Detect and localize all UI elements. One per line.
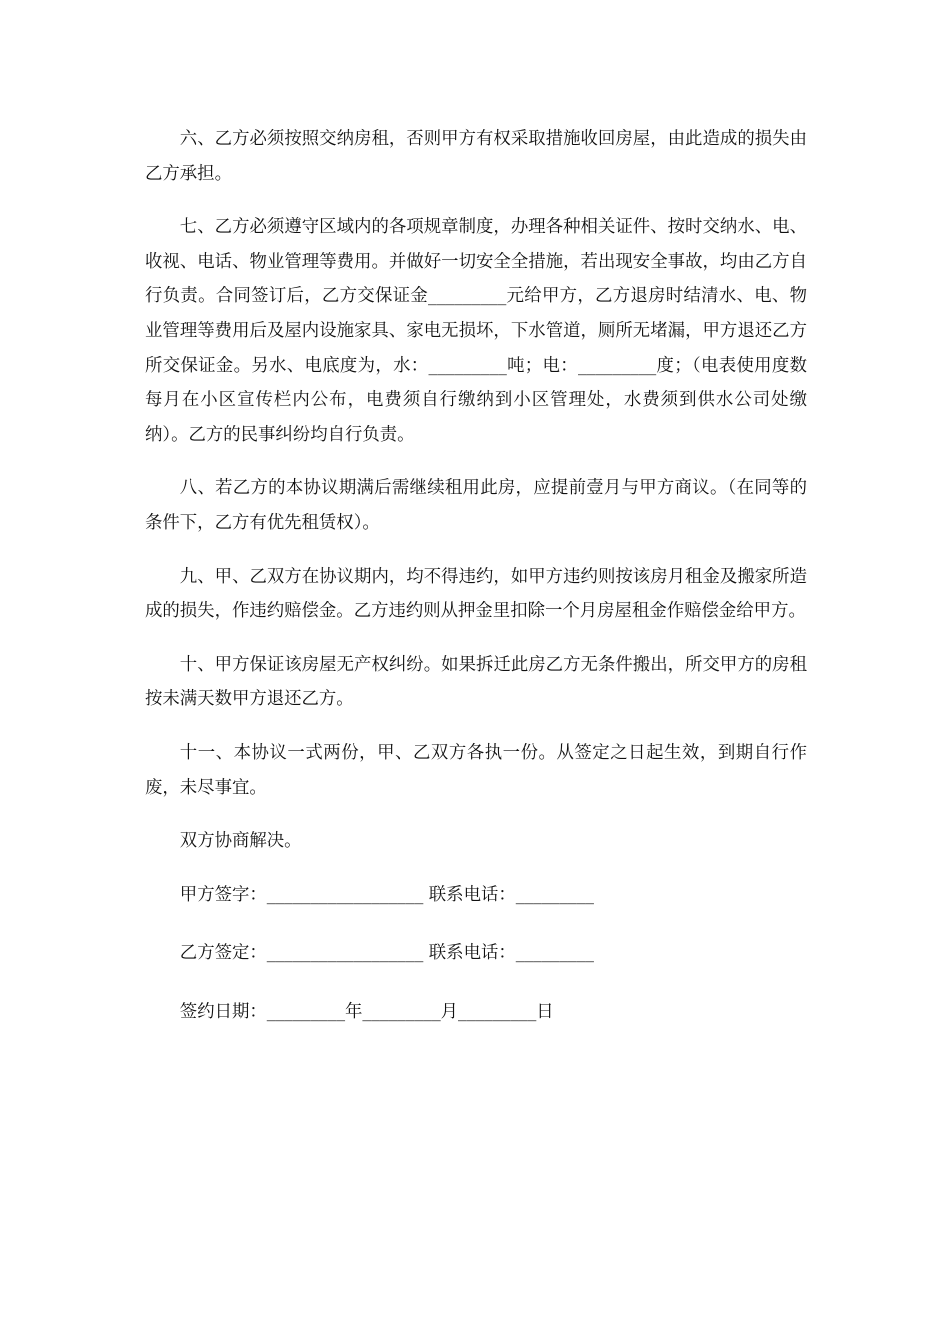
clause-11-continued: 双方协商解决。 — [179, 831, 302, 852]
party-a-signature-line: 甲方签字：__________________ 联系电话：_________ — [179, 884, 595, 905]
party-b-signature-line: 乙方签定：__________________ 联系电话：_________ — [179, 943, 595, 964]
clause-8: 八、若乙方的本协议期满后需继续租用此房，应提前壹月与甲方商议。（在同等的条件下，乙方有优先租赁权）。 — [145, 478, 807, 533]
document-body — [145, 122, 807, 1053]
clause-7: 七、乙方必须遵守区域内的各项规章制度，办理各种相关证件、按时交纳水、电、收视、电话、物业管理等费用。并做好一切安全全措施，若出现安全事故，均由乙方自行负责。合同签订后，乙方交保证金_________元给甲方，乙方退房时结清水、电、物业管理等费用后及屋内设施家具、家电无损坏，下水管道，厕所无堵漏，甲方退还乙方所交保证金。另水、电底度为，水：_________吨；电：_________度；（电表使用度数每月在小区宣传栏内公布，电费须自行缴纳到小区管理处，水费须到供水公司处缴纳）。乙方的民事纠纷均自行负责。 — [145, 217, 807, 445]
signing-date-line: 签约日期：_________年_________月_________日 — [179, 1001, 554, 1022]
clause-6: 六、乙方必须按照交纳房租，否则甲方有权采取措施收回房屋，由此造成的损失由乙方承担。 — [145, 129, 807, 184]
clause-11: 十一、本协议一式两份，甲、乙双方各执一份。从签定之日起生效，到期自行作废，未尽事宜。 — [145, 742, 807, 798]
clause-9: 九、甲、乙双方在协议期内，均不得违约，如甲方违约则按该房月租金及搬家所造成的损失，作违约赔偿金。乙方违约则从押金里扣除一个月房屋租金作赔偿金给甲方。 — [145, 566, 807, 622]
clause-10: 十、甲方保证该房屋无产权纠纷。如果拆迁此房乙方无条件搬出，所交甲方的房租按未满天数甲方退还乙方。 — [145, 654, 807, 710]
